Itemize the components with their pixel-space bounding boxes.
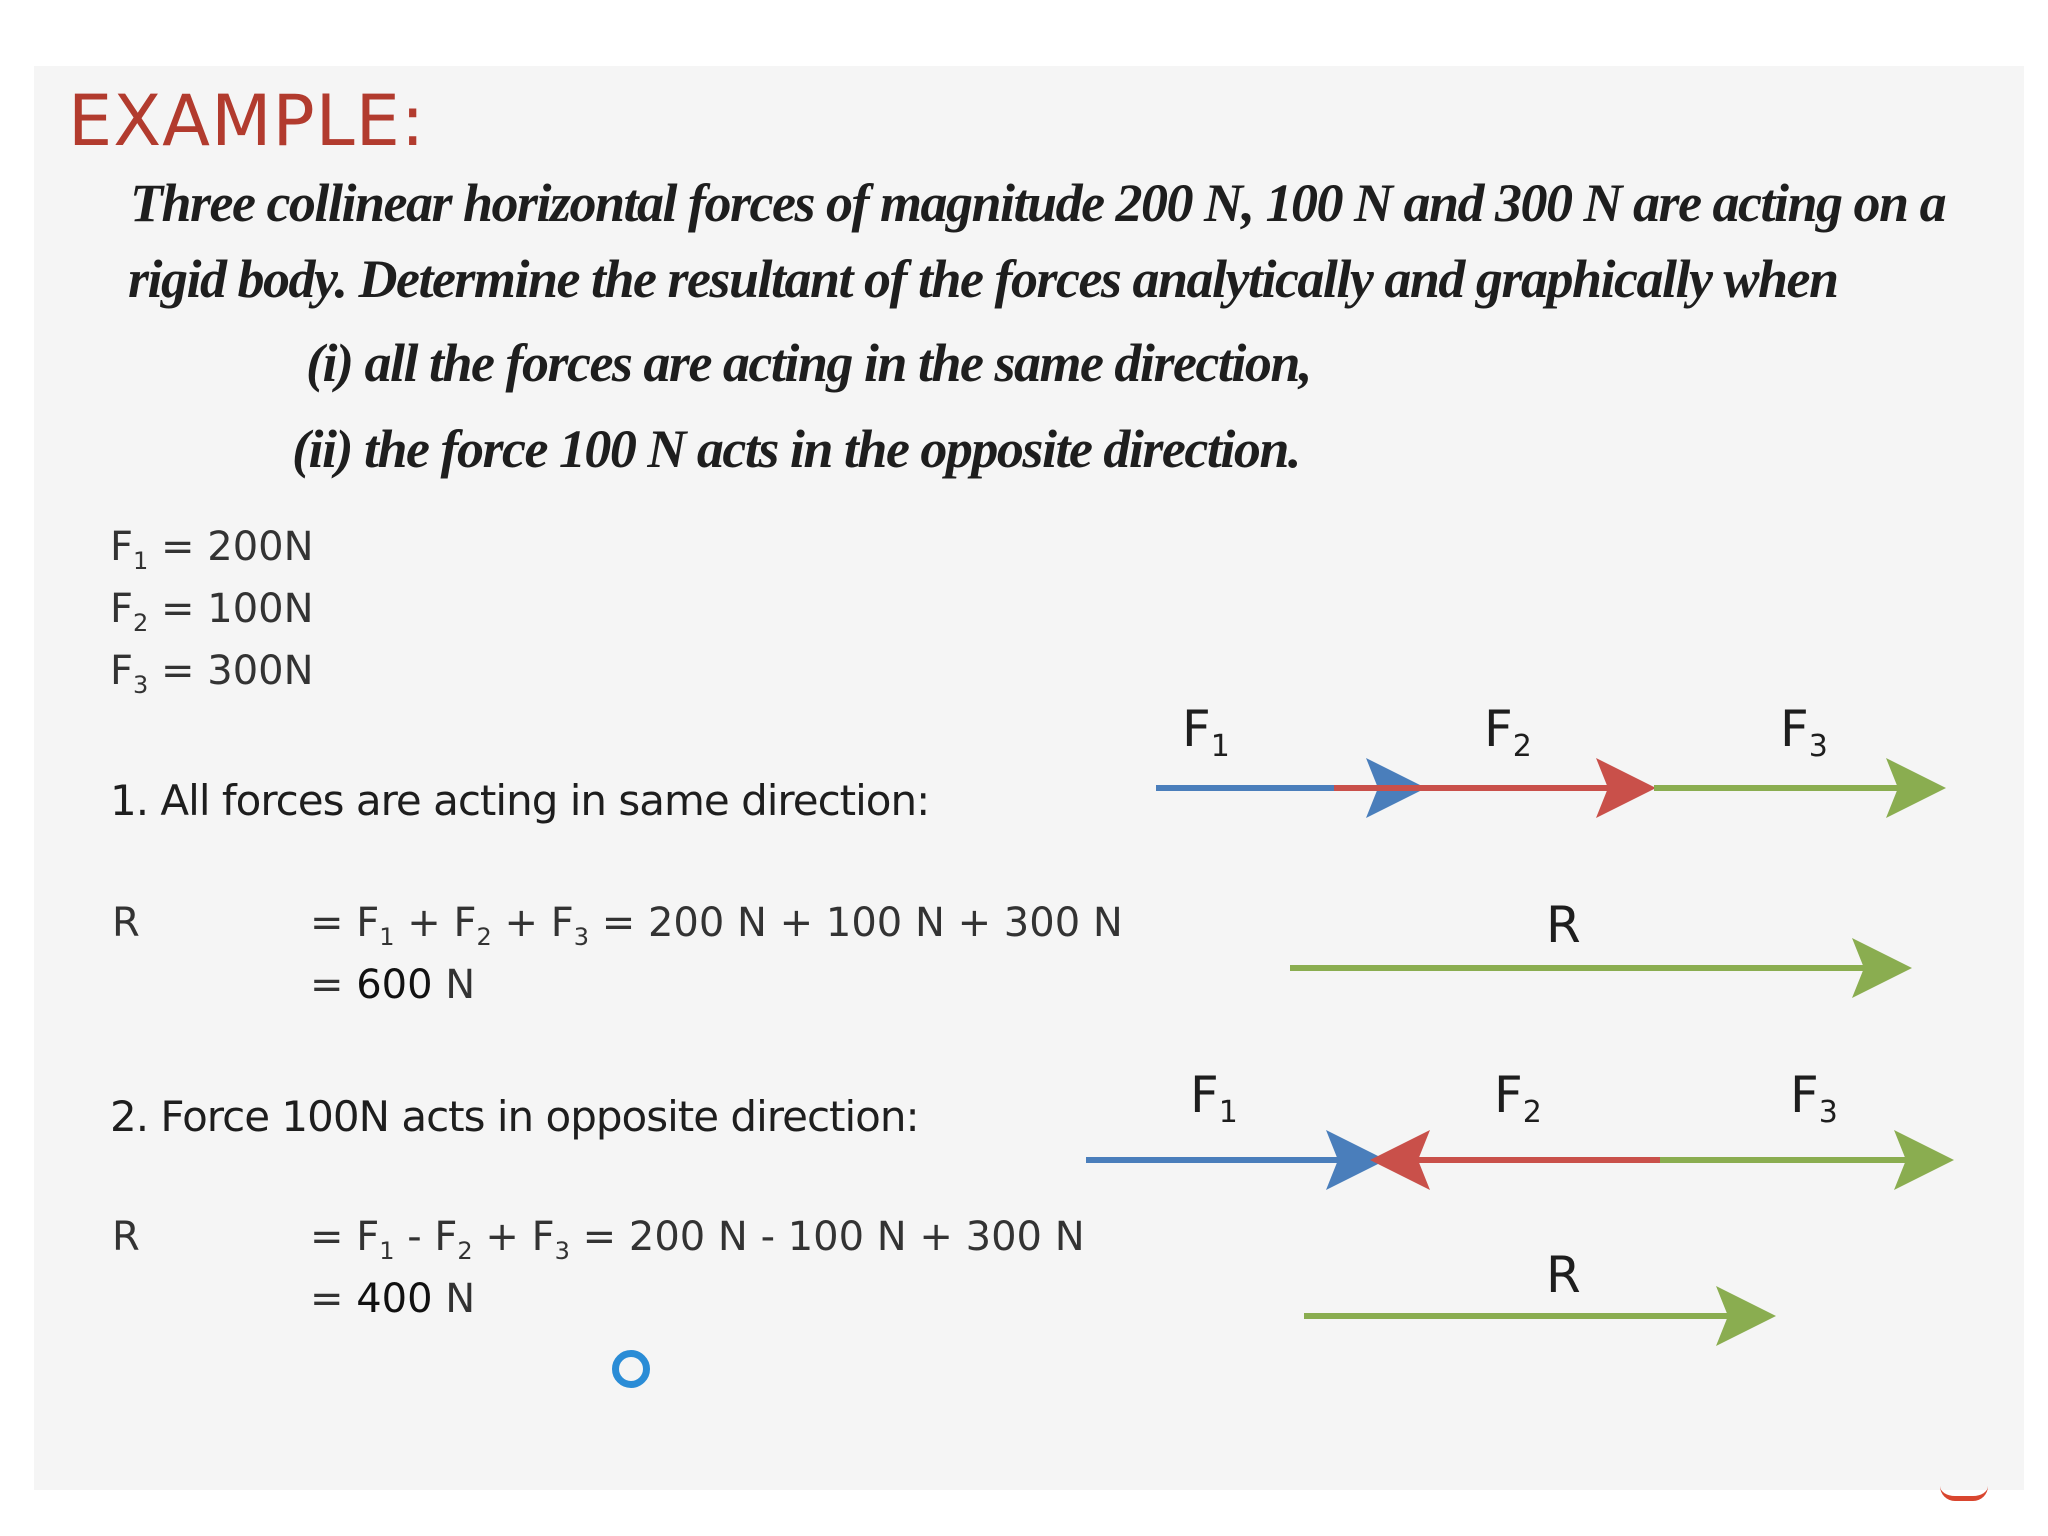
case1-f3-label: $F_3$ xyxy=(1780,700,1828,764)
case2-f2-label: $F_2$ xyxy=(1494,1066,1542,1130)
case2-f1-label: $F_1$ xyxy=(1190,1066,1238,1130)
case1-f1-label: $F_1$ xyxy=(1182,700,1230,764)
example-title: EXAMPLE: xyxy=(68,80,426,162)
case1-r-diagram-label: R xyxy=(1546,896,1581,954)
given-f1: $F_1 = 200N$ xyxy=(110,524,314,575)
case1-vectors xyxy=(1156,700,1934,968)
case1-f2-label: $F_2$ xyxy=(1484,700,1532,764)
case1-equation: = $F_1 + F_2 + F_3 = 200$ N + 100 N + 300 N xyxy=(310,900,1123,951)
case2-r-diagram-label: R xyxy=(1546,1246,1581,1304)
case2-equation: = $F_1 - F_2 + F_3 = 200$ N - 100 N + 300 N xyxy=(310,1214,1085,1265)
slide xyxy=(34,66,2024,1490)
problem-line-1: Three collinear horizontal forces of magnitude 200 N, 100 N and 300 N are acting on a xyxy=(130,173,1946,233)
corner-decoration xyxy=(1940,1486,1988,1501)
problem-line-2: rigid body. Determine the resultant of the forces analytically and graphically when xyxy=(128,249,1838,309)
mouse-cursor-ring xyxy=(612,1350,650,1388)
problem-line-3: (i) all the forces are acting in the same direction, xyxy=(306,333,1311,393)
case1-result: = 600 N xyxy=(310,962,476,1008)
given-f2: $F_2 = 100N$ xyxy=(110,586,314,637)
problem-line-4: (ii) the force 100 N acts in the opposite direction. xyxy=(292,419,1300,479)
given-f3: $F_3 = 300N$ xyxy=(110,648,314,699)
case2-result: = 400 N xyxy=(310,1276,476,1322)
case1-heading: 1. All forces are acting in same direction: xyxy=(110,776,930,825)
case2-heading: 2. Force 100N acts in opposite direction: xyxy=(110,1092,919,1141)
case1-r-label: R xyxy=(112,900,140,946)
case2-f3-label: $F_3$ xyxy=(1790,1066,1838,1130)
case2-r-label: R xyxy=(112,1214,140,1260)
force-diagram xyxy=(34,66,2024,1490)
case2-vectors xyxy=(1086,1066,1942,1316)
